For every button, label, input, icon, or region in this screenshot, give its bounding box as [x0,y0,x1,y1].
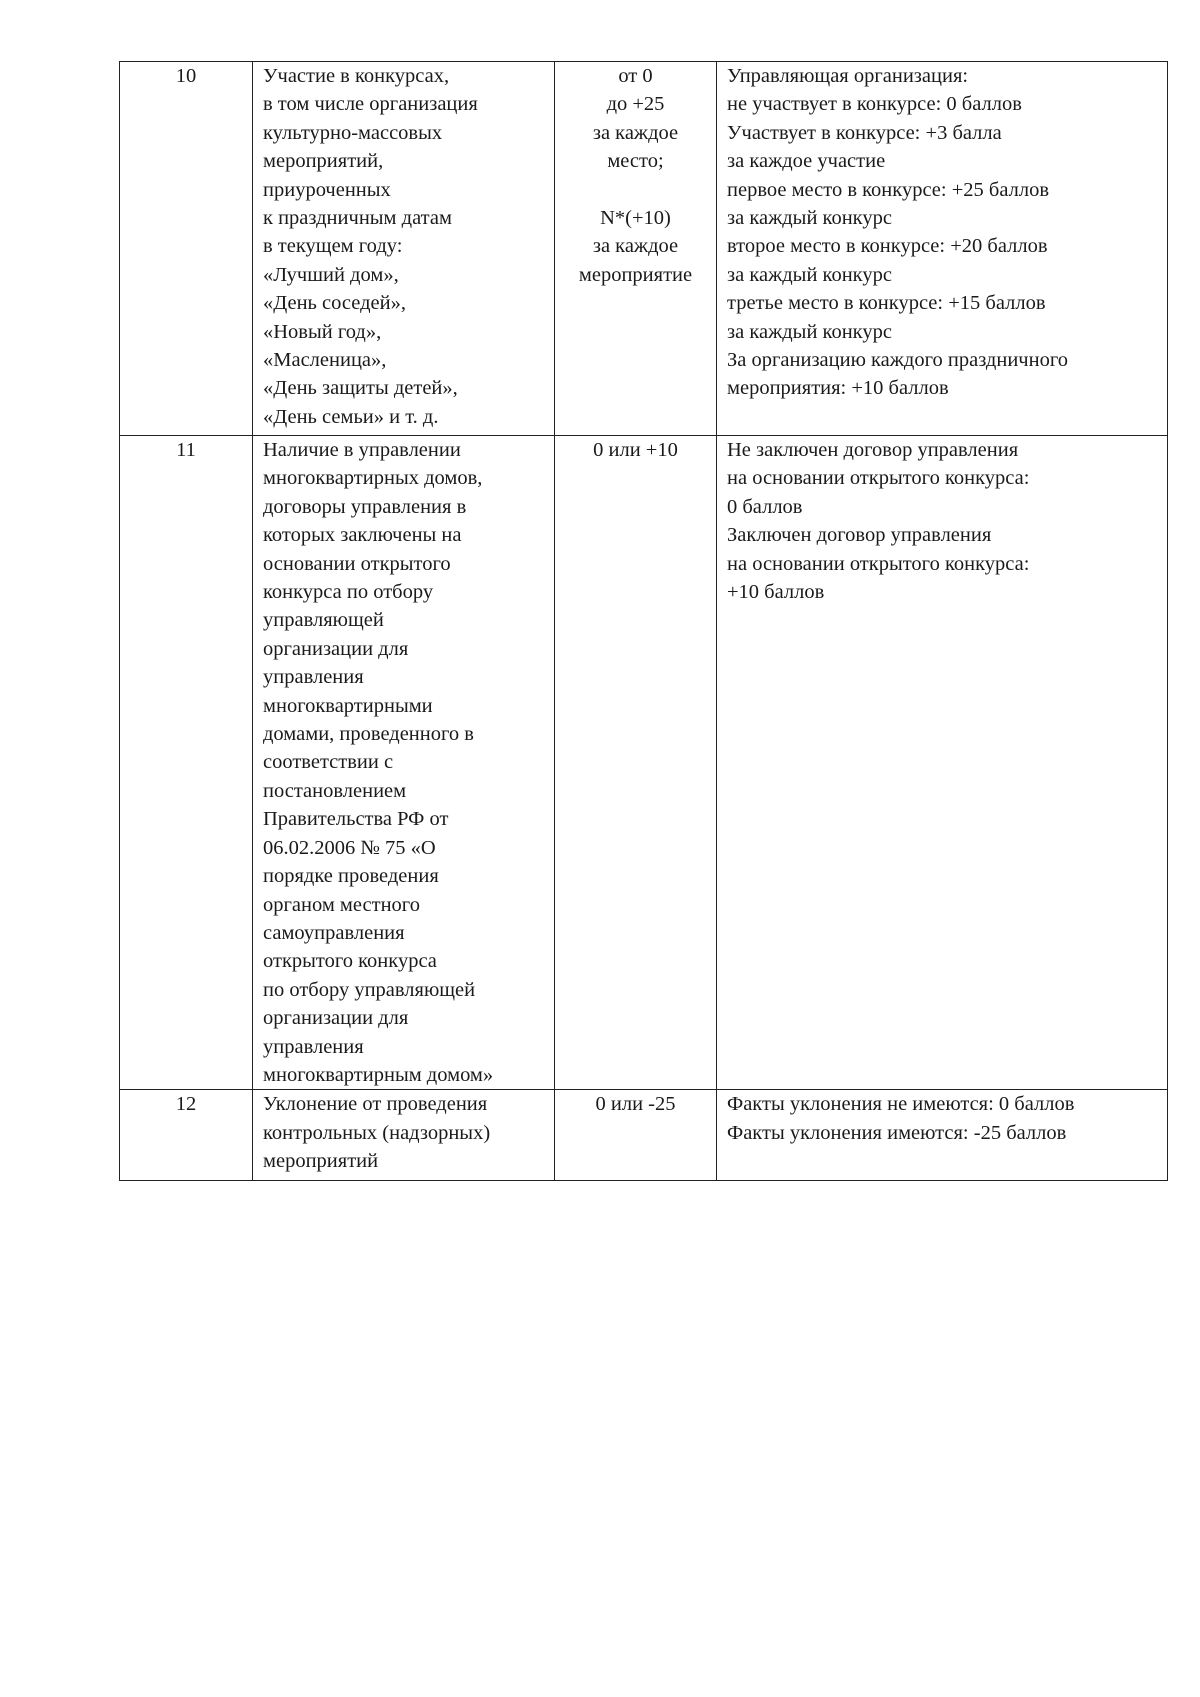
criteria-table [119,61,1168,1181]
description-line: Управляющая организация: [727,65,969,87]
row-number: 10 [120,62,253,436]
criterion-line: мероприятий, [263,150,384,173]
score-line: 0 или +10 [593,439,678,461]
criterion-line: соответствии с [263,751,394,774]
row-number: 11 [120,436,253,1090]
criterion-line: домами, проведенного в [263,723,474,746]
criterion-line: управляющей [263,609,384,632]
criterion-line: в том числе организация [263,93,478,116]
criterion-cell [253,62,555,436]
description-line: за каждый конкурс [727,263,892,286]
criterion-line: основании открытого [263,552,451,575]
description-line: за каждый конкурс [727,320,892,343]
criterion-line: 06.02.2006 № 75 «О [263,836,436,859]
criterion-line: к праздничным датам [263,207,452,230]
score-line: за каждое [592,121,679,144]
criterion-cell [253,436,555,1090]
description-line: второе место в конкурсе: +20 баллов [727,235,1048,258]
score-line: до +25 [606,93,665,116]
criterion-line: управления [263,666,364,689]
description-line: За организацию каждого праздничного [727,349,1068,372]
criterion-line: «Новый год», [263,320,382,343]
description-cell [717,62,1168,436]
criterion-line: контрольных (надзорных) [263,1121,491,1144]
score-line: 0 или -25 [595,1093,676,1116]
criterion-line: открытого конкурса [263,950,437,973]
criterion-line: Участие в конкурсах, [263,65,450,87]
score-cell [555,436,717,1090]
description-line: Не заключен договор управления [727,439,1019,461]
description-line: Факты уклонения не имеются: 0 баллов [727,1093,1075,1116]
description-cell [717,1090,1168,1181]
criterion-line: приуроченных [263,178,391,201]
criterion-line: многоквартирными [263,694,433,717]
criterion-line: Наличие в управлении [263,439,461,461]
criterion-line: по отбору управляющей [263,978,476,1001]
table-row [120,62,1168,436]
row-number: 12 [120,1090,253,1181]
criterion-line: мероприятий [263,1150,379,1173]
score-spacer [559,176,712,204]
description-line: +10 баллов [727,581,825,604]
score-line: от 0 [618,65,653,87]
score-cell [555,62,717,436]
table-row [120,1090,1168,1181]
criterion-line: многоквартирных домов, [263,467,483,490]
score-line: мероприятие [578,263,693,286]
description-line: на основании открытого конкурса: [727,467,1030,490]
criterion-line: «День семьи» и т. д. [263,405,439,428]
criterion-line: порядке проведения [263,865,439,888]
description-line: первое место в конкурсе: +25 баллов [727,178,1049,201]
description-line: Заключен договор управления [727,524,992,547]
criterion-line: многоквартирным домом» [263,1063,494,1086]
description-line: Участвует в конкурсе: +3 балла [727,121,1002,144]
criterion-cell [253,1090,555,1181]
description-line: Факты уклонения имеются: -25 баллов [727,1121,1067,1144]
description-line: не участвует в конкурсе: 0 баллов [727,93,1022,116]
description-line: мероприятия: +10 баллов [727,377,949,400]
criterion-line: постановлением [263,779,407,802]
score-line: за каждое [592,235,679,258]
score-cell [555,1090,717,1181]
criterion-line: управления [263,1035,364,1058]
score-line: место; [607,150,664,173]
criterion-line: «Лучший дом», [263,263,399,286]
description-line: третье место в конкурсе: +15 баллов [727,292,1046,315]
score-line: N*(+10) [600,207,671,230]
criterion-line: самоуправления [263,921,405,944]
criterion-line: которых заключены на [263,524,462,547]
criterion-line: культурно-массовых [263,121,443,144]
description-line: за каждый конкурс [727,207,892,230]
criterion-line: организации для [263,1007,409,1030]
criterion-line: «Масленица», [263,349,387,372]
criterion-line: «День соседей», [263,292,406,315]
table-row [120,436,1168,1090]
description-line: на основании открытого конкурса: [727,552,1030,575]
criterion-line: органом местного [263,893,420,916]
description-line: за каждое участие [727,150,886,173]
description-cell [717,436,1168,1090]
criterion-line: Правительства РФ от [263,808,449,831]
criterion-line: организации для [263,637,409,660]
description-line: 0 баллов [727,495,803,518]
criterion-line: договоры управления в [263,495,467,518]
criterion-line: «День защиты детей», [263,377,458,400]
criterion-line: в текущем году: [263,235,403,258]
criterion-line: Уклонение от проведения [263,1093,488,1116]
criterion-line: конкурса по отбору [263,581,434,604]
